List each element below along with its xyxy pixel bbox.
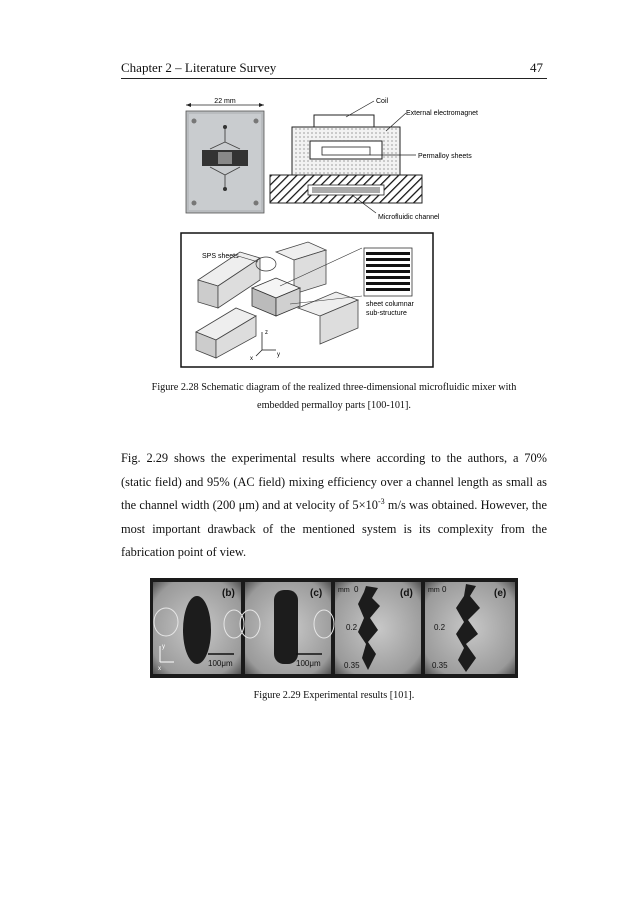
axis-z-label: z: [265, 330, 268, 336]
label-substructure-1: sheet columnar: [366, 301, 414, 308]
chip-hole: [254, 201, 259, 206]
caption-line-2: embedded permalloy parts [100-101].: [257, 400, 411, 411]
figure-2-29-caption: [121, 687, 547, 705]
chip-hole: [192, 201, 197, 206]
tick-0-35: 0.35: [344, 661, 360, 670]
mm-label: mm: [338, 587, 350, 594]
panel-d-label: (d): [400, 588, 413, 599]
chip-hole: [254, 119, 259, 124]
paragraph-text: [121, 447, 547, 565]
figure-2-28-3d-view: [180, 232, 434, 368]
tick-0-35: 0.35: [432, 661, 448, 670]
page-number: 47: [530, 60, 543, 75]
chip-inlet: [223, 125, 227, 129]
caption-text: Figure 2.29 Experimental results [101].: [253, 690, 415, 701]
label-substructure-2: sub-structure: [366, 310, 407, 317]
axis-y-label: y: [277, 352, 280, 358]
tick-0-2: 0.2: [434, 623, 446, 632]
label-coil: Coil: [376, 98, 389, 105]
stripe: [366, 282, 410, 285]
tick-0: 0: [442, 585, 447, 594]
coil: [314, 115, 374, 127]
tick-0-2: 0.2: [346, 623, 358, 632]
stripe: [366, 264, 410, 267]
scale-bar-label: 100μm: [296, 659, 321, 668]
panel-b-label: (b): [222, 588, 235, 599]
paragraph-exponent: -3: [377, 496, 385, 506]
dimension-arrow-left: [186, 103, 191, 107]
chip-permalloy: [218, 152, 232, 164]
stripe: [366, 276, 410, 279]
stripe: [366, 288, 410, 291]
axis-x-label: x: [250, 356, 253, 362]
panel-e-label: (e): [494, 588, 507, 599]
label-permalloy: Permalloy sheets: [418, 153, 472, 160]
figure-2-29-results: [150, 578, 518, 678]
paragraph-text-2: m/s was obtained. However, the most important drawback of the mentioned system is its complexity from the fabrication point of view.: [121, 498, 547, 559]
chip-hole: [192, 119, 197, 124]
stripe: [366, 252, 410, 255]
caption-line-1: Figure 2.28 Schematic diagram of the realized three-dimensional microfluidic mixer with: [151, 382, 517, 393]
mm-label: mm: [428, 587, 440, 594]
chapter-title: Chapter 2 – Literature Survey: [121, 60, 277, 75]
core-slot: [322, 147, 370, 155]
dimension-arrow-right: [259, 103, 264, 107]
chip-dimension-label: 22 mm: [214, 98, 236, 105]
stripe: [366, 270, 410, 273]
figure-2-28-chip: [180, 97, 270, 217]
label-channel: Microfluidic channel: [378, 214, 440, 221]
permalloy-sheets: [312, 187, 380, 193]
label-electromagnet: External electromagnet: [406, 110, 478, 117]
chip-outlet: [223, 187, 227, 191]
stripe: [366, 258, 410, 261]
label-sps-sheets: SPS sheets: [202, 253, 239, 260]
figure-2-28-caption: [121, 379, 547, 415]
running-header: [121, 60, 547, 79]
figure-2-28-electromagnet: [266, 95, 478, 223]
panel-c-plume: [274, 590, 298, 664]
panel-b-plume: [183, 596, 211, 664]
tick-0: 0: [354, 585, 359, 594]
axis-y-label: y: [162, 644, 165, 650]
scale-bar-label: 100μm: [208, 659, 233, 668]
axis-x-label: x: [158, 666, 161, 672]
body-paragraph: [121, 447, 547, 565]
panel-c-label: (c): [310, 588, 323, 599]
paragraph-text-1: Fig. 2.29 shows the experimental results where according to the authors, a 70% (static field) and 95% (AC field) mixing efficiency over a channel length as small as the channel width (200 μm) and at velocity of 5×10: [121, 451, 547, 512]
